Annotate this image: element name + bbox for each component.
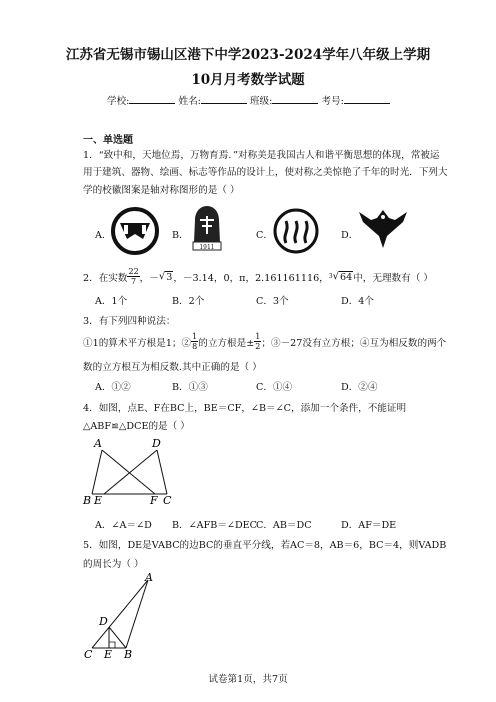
page-title-line2: 10月月考数学试题 (191, 72, 305, 88)
peking-badge-icon (110, 206, 160, 256)
info-line (107, 93, 390, 107)
q4-segment-ab (92, 450, 102, 494)
q2-cbrt-index: 3 (328, 273, 333, 280)
q2-frac-num: 22 (128, 267, 139, 276)
q3-line1: 3．有下列四种说法： (83, 316, 176, 327)
q3-frac1-num: 1 (192, 332, 198, 341)
q2-cbrt-arg: 64 (339, 271, 353, 283)
eagle-badge-icon (357, 208, 409, 252)
q5-segment-ab (126, 580, 148, 648)
q3-line2-a: ①1的算术平方根是1；② (83, 337, 192, 349)
q5-label-b: B (124, 648, 133, 660)
q5-segment-ac (92, 580, 148, 648)
q4-label-e: E (94, 494, 103, 507)
q3-option-d: D．②④ (341, 382, 378, 393)
q1-option-d-label: D． (341, 230, 359, 241)
cbrt-icon: √ (332, 271, 339, 282)
id-blank[interactable] (344, 95, 390, 104)
q2-prefix: 2．在实数 (83, 272, 128, 284)
q3-frac1-den: 8 (192, 342, 198, 351)
name-label: 姓名: (178, 96, 201, 107)
q2-option-d: D．4个 (341, 296, 374, 307)
q3-line2-c: ；③－27没有立方根；④互为相反数的两个 (261, 337, 447, 349)
class-blank[interactable] (272, 95, 318, 104)
q3-option-a: A．①② (95, 382, 131, 393)
q1-line3: 学的校徽图案是轴对称图形的是（ ） (83, 185, 240, 196)
q1-option-b-label: B． (172, 230, 189, 241)
class-label: 班级: (249, 96, 273, 107)
q4-option-b: B．∠AFB＝∠DEC (172, 520, 257, 531)
school-blank[interactable] (129, 95, 175, 104)
q4-label-f: F (150, 494, 158, 507)
q2-line (83, 267, 433, 286)
q2-frac-den: 7 (131, 277, 137, 286)
q4-segment-af (102, 450, 155, 494)
q2-part2: ， (139, 272, 150, 284)
q4-label-d: D (152, 437, 161, 450)
q4-segment-de (104, 450, 157, 494)
q5-figure (80, 570, 160, 660)
q4-option-c: C．AB＝DC (256, 520, 312, 531)
page-footer: 试卷第1页，共7页 (208, 674, 288, 685)
q2-part3: ，－3.14，0，π，2.161161116， (173, 272, 329, 284)
q4-figure (80, 436, 180, 508)
sqrt-icon: √ (158, 271, 166, 282)
q1-line1: 1．“致中和，天地位焉，万物育焉．”对称美是我国古人和谐平衡思想的体现，常被运 (83, 150, 440, 161)
q3-line3: 数的立方根互为相反数.其中正确的是（ ） (83, 362, 262, 373)
bell-badge-icon (190, 204, 224, 254)
q3-frac2-den: 2 (255, 342, 261, 351)
q2-part4: 中，无理数有（ ） (353, 272, 433, 284)
q4-label-c: C (163, 494, 172, 507)
q5-label-c: C (84, 648, 93, 660)
name-blank[interactable] (201, 95, 247, 104)
q4-option-d: D．AF＝DE (341, 520, 397, 531)
q4-line2: △ABF≌△DCE的是（ ） (83, 421, 190, 432)
flame-badge-icon (272, 207, 320, 255)
q1-option-c-label: C． (256, 230, 273, 241)
school-label: 学校: (107, 96, 130, 107)
q5-line1: 5．如图，DE是VABC的边BC的垂直平分线，若AC＝8，AB＝6，BC＝4，则VADB (83, 540, 447, 551)
q5-label-a: A (145, 571, 153, 584)
q4-line1: 4．如图，点E、F在BC上，BE＝CF，∠B＝∠C，添加一个条件，不能证明 (83, 403, 407, 414)
badge-year: 1911 (199, 244, 215, 251)
q3-option-b: B．①③ (172, 382, 208, 393)
q5-label-e: E (104, 648, 113, 660)
q2-fraction (127, 267, 139, 286)
q5-segment-db (109, 627, 126, 648)
q2-option-a: A．1个 (95, 296, 128, 307)
q2-sqrt-arg: 3 (166, 271, 173, 283)
q4-label-b: B (83, 494, 92, 507)
id-label: 考号: (321, 96, 344, 107)
q2-sqrt-neg: － (149, 272, 159, 284)
q3-fraction-1 (191, 332, 198, 351)
section-heading: 一、单选题 (83, 135, 133, 146)
q1-line2: 用于建筑、器物、绘画、标志等作品的设计上，使对称之美惊艳了千年的时光．下列大 (83, 167, 448, 178)
q3-frac2-num: 1 (255, 332, 261, 341)
q4-segment-dc (157, 450, 167, 494)
q3-fraction-2 (254, 332, 261, 351)
q3-line2-b: 的立方根是± (198, 337, 255, 349)
q2-option-c: C．3个 (256, 296, 289, 307)
q4-option-a: A．∠A＝∠D (95, 520, 152, 531)
q4-label-a: A (94, 437, 102, 450)
q1-option-a-label: A． (95, 230, 112, 241)
q5-line2: 的周长为（ ） (83, 559, 144, 570)
q3-line2 (83, 332, 446, 351)
q5-label-d: D (99, 615, 108, 628)
q2-option-b: B．2个 (172, 296, 205, 307)
q3-option-c: C．①④ (256, 382, 293, 393)
page-title-line1: 江苏省无锡市锡山区港下中学2023-2024学年八年级上学期 (65, 47, 431, 63)
